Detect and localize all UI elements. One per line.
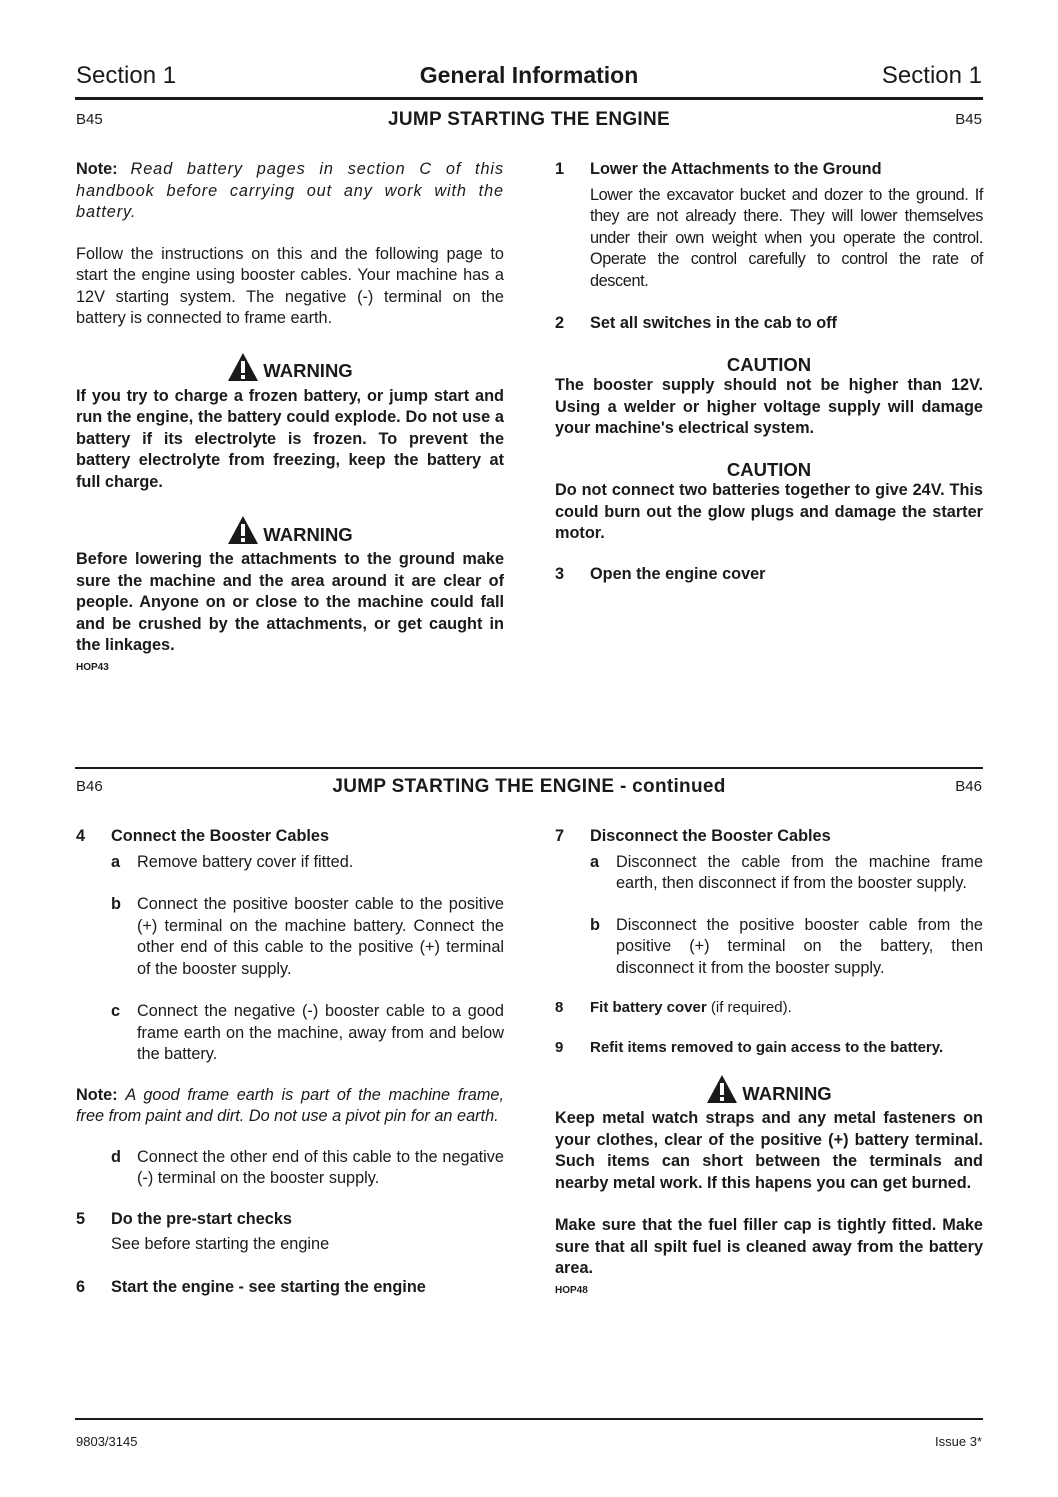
sec1-right-column: [555, 159, 983, 585]
sec2-step4c: [111, 1001, 504, 1066]
sec2-warning-text2: Make sure that the fuel filler cap is tightly fitted. Make sure that all spilt fuel is cleaned away from the battery area.: [555, 1216, 983, 1277]
sec2-right-column: [555, 826, 983, 1301]
sec1-caution1-label: CAUTION: [726, 353, 812, 375]
sec1-note: [76, 159, 504, 224]
sec2-step4a-letter: a: [111, 852, 121, 871]
sec2-step7b-letter: b: [590, 915, 600, 934]
sec1-warning2-ref: HOP43: [76, 661, 109, 673]
sec2-step7-num: 7: [555, 827, 565, 845]
sec1-warning2-text: Before lowering the attachments to the ground make sure the machine and the area around it are clear of people. Anyone on or close to the machine could fall and be crushed by the attachments, or get caught in the linkages.: [76, 550, 504, 654]
sec2-step4b-text: Connect the positive booster cable to the positive (+) terminal on the machine battery. Connect the other end of this cable to the positive (+) terminal of the booster supply.: [137, 895, 504, 978]
sec2-step4: [76, 826, 504, 1066]
sec2-step7-title: Disconnect the Booster Cables: [590, 827, 831, 845]
sec1-step1: [555, 159, 983, 292]
sec2-step4-title: Connect the Booster Cables: [111, 827, 330, 845]
sec1-step1-text: Lower the excavator bucket and dozer to the ground. If they are not already there. They will lower themselves under their own weight when you operate the control. Operate the control carefully to control the rate of descent.: [590, 185, 983, 290]
sec1-note-text: Read battery pages in section C of this handbook before carrying out any work with the battery.: [76, 160, 504, 221]
header-section-right: Section 1: [881, 62, 982, 89]
sec1-step1-num: 1: [555, 160, 565, 178]
sec1-step1-title: Lower the Attachments to the Ground: [590, 160, 882, 178]
sec1-step3-num: 3: [555, 564, 565, 583]
sec1-step2-title: Set all switches in the cab to off: [590, 314, 837, 332]
sec2-step7a-text: Disconnect the cable from the machine frame earth, then disconnect if from the booster supply.: [616, 852, 983, 892]
sec1-note-label: Note:: [76, 160, 118, 178]
sec2-step5: [76, 1209, 504, 1256]
sec1-code-right: B45: [955, 111, 982, 128]
sec1-warning1-heading: [76, 352, 504, 382]
sec1-intro: Follow the instructions on this and the following page to start the engine using booster cables. Your machine has a 12V starting system. The negative (-) terminal on the battery is connected to frame earth.: [76, 244, 504, 327]
sec2-note: [76, 1085, 504, 1128]
sec2-step4d: [111, 1147, 504, 1190]
sec2-rule: [75, 767, 983, 769]
sec2-step8-title: Fit battery cover: [590, 999, 707, 1016]
sec2-step5-title: Do the pre-start checks: [111, 1209, 292, 1228]
sec2-step9: [555, 1037, 983, 1059]
sec2-step7a: [590, 852, 983, 895]
sec2-step7b: [590, 915, 983, 980]
sec2-step5-text: See before starting the engine: [111, 1235, 330, 1253]
sec1-step3-title: Open the engine cover: [590, 564, 766, 583]
sec2-step4a: [111, 852, 504, 874]
sec2-code-right: B46: [955, 778, 982, 795]
footer-rule: [75, 1418, 983, 1420]
sec1-step2: [555, 313, 983, 335]
sec1-left-column: [76, 159, 504, 678]
sec2-step4d-letter: d: [111, 1147, 121, 1166]
header-title: General Information: [419, 62, 639, 88]
sec2-step6-num: 6: [76, 1277, 86, 1296]
sec2-left-column: [76, 826, 504, 1298]
sec2-step5-num: 5: [76, 1209, 86, 1228]
sec2-warning-heading: [555, 1074, 983, 1104]
sec2-step7b-text: Disconnect the positive booster cable from the positive (+) terminal on the battery, then disconnect it from the booster supply.: [616, 915, 983, 977]
sec1-step2-num: 2: [555, 314, 565, 332]
sec2-step4b: [111, 894, 504, 980]
sec1-caution1-text: The booster supply should not be higher than 12V. Using a welder or higher voltage supply will damage your machine's electrical system.: [555, 376, 983, 437]
sec2-warning-label: WARNING: [742, 1082, 832, 1104]
header-section-left: Section 1: [76, 62, 177, 89]
header-rule: [75, 97, 983, 100]
sec2-step9-title: Refit items removed to gain access to the battery.: [590, 1038, 944, 1056]
sec2-code-left: B46: [76, 778, 103, 795]
sec2-step4c-letter: c: [111, 1002, 121, 1020]
sec1-warning2-heading: [76, 515, 504, 545]
sec2-warning-ref: HOP48: [555, 1284, 588, 1296]
sec1-warning1-text: If you try to charge a frozen battery, or jump start and run the engine, the battery could explode. Do not use a battery if its electrolyte is frozen. To prevent the battery electrolyte from freezing, keep the battery at full charge.: [76, 386, 504, 491]
footer-doc-number: 9803/3145: [76, 1434, 138, 1449]
sec2-step4a-text: Remove battery cover if fitted.: [137, 852, 354, 871]
sec1-warning1-label: WARNING: [263, 360, 353, 381]
sec2-step4c-text: Connect the negative (-) booster cable to a good frame earth on the machine, away from and below the battery.: [137, 1002, 504, 1063]
sec2-step4-num: 4: [76, 827, 86, 845]
sec2-step9-num: 9: [555, 1038, 564, 1056]
sec2-step6-title: Start the engine - see starting the engine: [111, 1277, 426, 1296]
sec2-title: JUMP STARTING THE ENGINE - continued: [332, 776, 726, 797]
sec2-step8-num: 8: [555, 999, 564, 1016]
sec2-step4b-letter: b: [111, 895, 121, 913]
sec2-warning-text1: Keep metal watch straps and any metal fasteners on your clothes, clear of the positive (+) battery terminal. Such items can short between the terminals and nearby metal work. If this hapens you can get burned.: [555, 1109, 983, 1192]
sec2-step6: [76, 1277, 504, 1299]
sec2-step8: [555, 997, 983, 1019]
warning-triangle-icon: [227, 352, 259, 382]
sec1-title: JUMP STARTING THE ENGINE: [387, 109, 671, 130]
sec2-step4d-wrap: [76, 1147, 504, 1190]
sec2-note-label: Note:: [76, 1085, 118, 1104]
sec1-code-left: B45: [76, 111, 103, 128]
sec2-step4d-text: Connect the other end of this cable to the negative (-) terminal on the booster supply.: [137, 1147, 504, 1187]
sec2-step7: [555, 826, 983, 979]
footer-issue: Issue 3*: [935, 1434, 982, 1449]
sec2-step7a-letter: a: [590, 852, 600, 871]
sec1-caution2-text: Do not connect two batteries together to give 24V. This could burn out the glow plugs and damage the starter motor.: [555, 481, 983, 542]
warning-triangle-icon: [227, 515, 259, 545]
sec1-step3: [555, 564, 983, 586]
sec2-step8-text: (if required).: [710, 999, 792, 1016]
sec1-warning2-label: WARNING: [263, 523, 353, 545]
sec2-note-text: A good frame earth is part of the machine frame, free from paint and dirt. Do not use a pivot pin for an earth.: [76, 1085, 504, 1125]
warning-triangle-icon: [706, 1074, 738, 1104]
sec1-caution2-label: CAUTION: [726, 458, 812, 480]
